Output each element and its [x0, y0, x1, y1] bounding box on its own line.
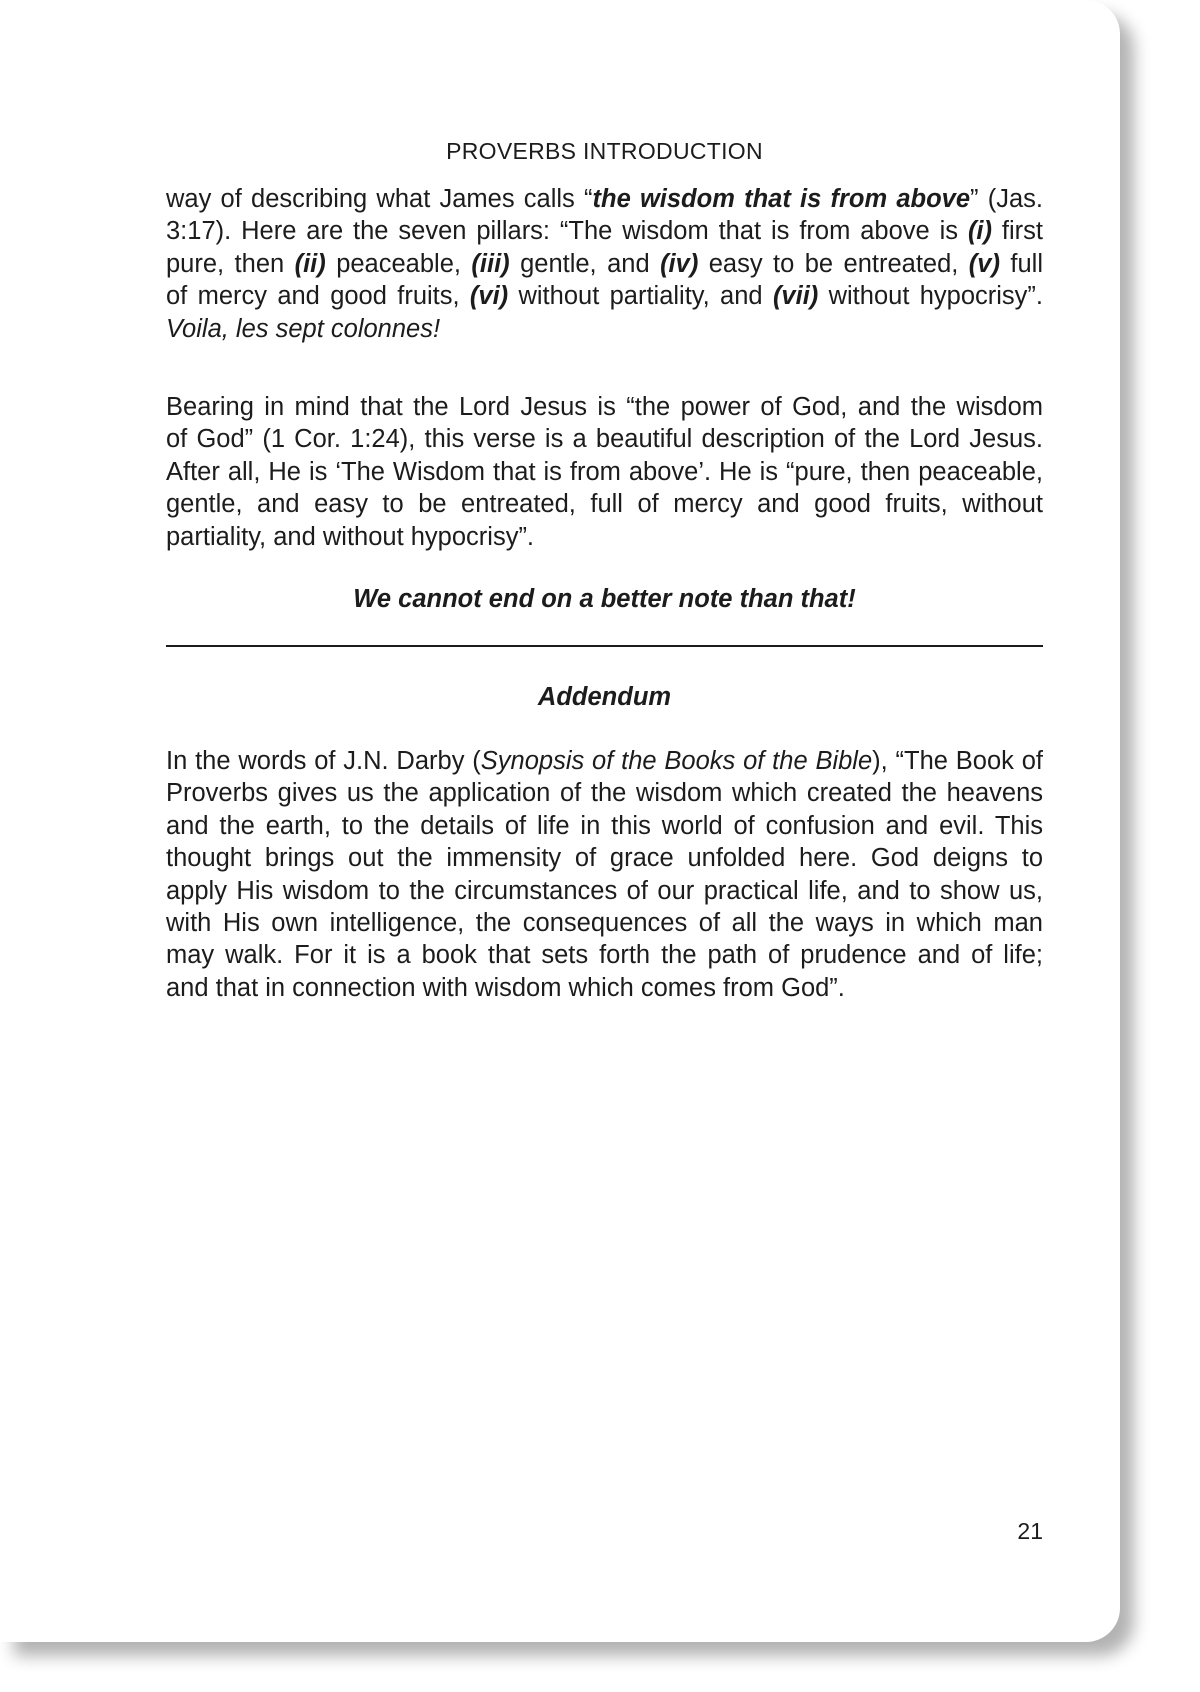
text-line: thought brings out the immensity of grace unfolded here. God deigns to	[166, 844, 1043, 873]
text-line: Voila, les sept colonnes!	[166, 314, 441, 343]
text-line: and that in connection with wisdom which comes from God”.	[166, 973, 845, 1002]
text-line: Proverbs gives us the application of the wisdom which created the heavens	[166, 779, 1043, 808]
text-line: may walk. For it is a book that sets forth the path of prudence and of life;	[166, 941, 1043, 970]
text-line: way of describing what James calls “the wisdom that is from above” (Jas.	[166, 185, 1043, 213]
text-line: Bearing in mind that the Lord Jesus is “the power of God, and the wisdom	[166, 393, 1043, 421]
text-line: After all, He is ‘The Wisdom that is from above’. He is “pure, then peaceable,	[166, 457, 1043, 486]
text-line: In the words of J.N. Darby (Synopsis of the Books of the Bible), “The Book of	[166, 747, 1044, 775]
page-number: 21	[1017, 1518, 1043, 1544]
closing-line: We cannot end on a better note than that!	[353, 585, 856, 613]
running-head: PROVERBS INTRODUCTION	[446, 138, 763, 164]
text-line: with His own intelligence, the consequences of all the ways in which man	[166, 909, 1043, 938]
text-line: apply His wisdom to the circumstances of our practical life, and to show us,	[166, 876, 1043, 905]
addendum-paragraph	[166, 745, 1043, 1004]
text-line: of mercy and good fruits, (vi) without partiality, and (vii) without hypocrisy”.	[166, 282, 1043, 311]
section-divider	[166, 645, 1043, 647]
text-line: partiality, and without hypocrisy”.	[166, 522, 535, 551]
text-line: 3:17). Here are the seven pillars: “The wisdom that is from above is (i) first	[166, 217, 1043, 246]
text-line: and the earth, to the details of life in this world of confusion and evil. This	[166, 811, 1043, 840]
text-line: gentle, and easy to be entreated, full of mercy and good fruits, without	[166, 490, 1043, 519]
addendum-heading: Addendum	[537, 683, 672, 711]
text-line: pure, then (ii) peaceable, (iii) gentle, and (iv) easy to be entreated, (v) full	[166, 249, 1043, 278]
paragraph-seven-pillars	[166, 183, 1043, 345]
text-line: of God” (1 Cor. 1:24), this verse is a beautiful description of the Lord Jesus.	[166, 425, 1043, 454]
paragraph-lord-jesus	[166, 391, 1043, 553]
